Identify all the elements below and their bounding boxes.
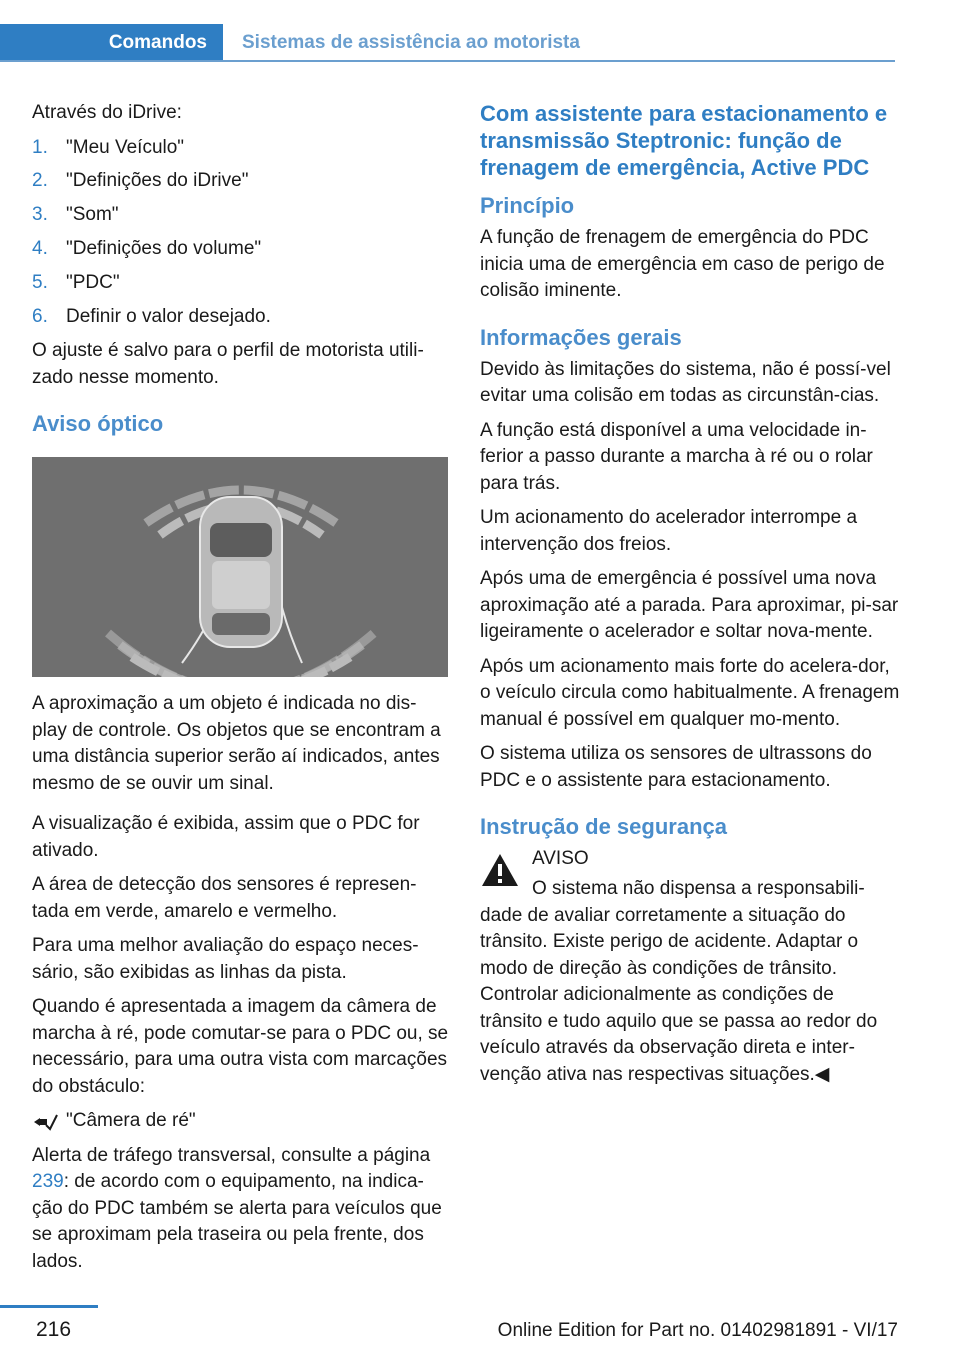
step-number: 3. <box>32 204 48 226</box>
pdc-display-image <box>32 457 448 677</box>
general-paragraph: Um acionamento do acelerador interrompe a intervenção dos freios. <box>480 507 858 555</box>
footer-divider <box>0 1305 98 1308</box>
activation-paragraph: A visualização é exibida, assim que o PDC for ativado. <box>32 813 420 861</box>
list-item <box>32 304 450 331</box>
camera-option-label: "Câmera de ré" <box>66 1110 196 1132</box>
cross-traffic-text: Alerta de tráfego transversal, consulte a página <box>32 1144 431 1166</box>
step-text: "Som" <box>66 204 119 226</box>
warning-triangle-icon <box>480 852 520 897</box>
step-text: "Definições do volume" <box>66 238 262 260</box>
step-number: 5. <box>32 272 48 294</box>
general-paragraph: A função está disponível a uma velocidade in‐ferior a passo durante a marcha à ré ou o rolar para trás. <box>480 419 873 494</box>
sensor-area-paragraph: A área de detecção dos sensores é represen‐tada em verde, amarelo e vermelho. <box>32 874 417 922</box>
general-paragraph: Após um acionamento mais forte do acelera‐dor, o veículo circula como habitualmente. A frenagem manual é possível em qualquer mo‐mento. <box>480 655 900 730</box>
steps-list <box>32 135 450 331</box>
edition-note: Online Edition for Part no. 01402981891 - VI/17 <box>497 1320 898 1341</box>
warning-label: AVISO <box>532 848 589 869</box>
saved-note: O ajuste é salvo para o perfil de motorista utili‐zado nesse momento. <box>32 340 424 388</box>
heading-general-info: Informações gerais <box>480 324 682 350</box>
approach-paragraph: A aproximação a um objeto é indicada no dis‐play de controle. Os objetos que se encontram a uma distância superior serão aí indicados, antes mesmo de se ouvir um sinal. <box>32 693 441 794</box>
right-column <box>480 100 900 1096</box>
cross-traffic-text-cont: : de acordo com o equipamento, na indica‐ção do PDC também se alerta para veículos que se aproximam pela traseira ou pela frente, dos lados. <box>32 1171 442 1272</box>
list-item <box>32 270 450 297</box>
step-number: 2. <box>32 170 48 192</box>
pdc-illustration <box>32 457 448 677</box>
track-lines-paragraph: Para uma melhor avaliação do espaço neces‐sário, são exibidas as linhas da pista. <box>32 935 419 983</box>
list-item <box>32 202 450 229</box>
page-link-239[interactable]: 239 <box>32 1171 64 1193</box>
cross-traffic-paragraph <box>32 1143 450 1276</box>
step-text: "Meu Veículo" <box>66 136 185 158</box>
step-text: "Definições do iDrive" <box>66 170 249 192</box>
heading-safety: Instrução de segurança <box>480 814 727 839</box>
general-paragraph: Devido às limitações do sistema, não é possí‐vel evitar uma colisão em todas as circunstân‐cias. <box>480 358 891 406</box>
section-title[interactable]: Sistemas de assistência ao motorista <box>242 32 580 53</box>
step-number: 4. <box>32 238 48 260</box>
list-item <box>32 168 450 195</box>
list-item <box>32 135 450 162</box>
idrive-intro: Através do iDrive: <box>32 102 182 123</box>
step-number: 1. <box>32 136 48 158</box>
general-paragraph: Após uma de emergência é possível uma nova aproximação até a parada. Para aproximar, pi‐sar ligeiramente o acelerador e soltar nova‐mente. <box>480 568 899 642</box>
left-column <box>32 100 450 1283</box>
page-header <box>0 0 960 62</box>
chapter-tab[interactable]: Comandos <box>0 24 223 62</box>
step-number: 6. <box>32 305 48 327</box>
section-heading-emergency-braking: Com assistente para estacionamento e transmissão Steptronic: função de frenagem de emergência, Active PDC <box>480 101 888 180</box>
camera-switch-paragraph: Quando é apresentada a imagem da câmera de marcha à ré, pode comutar-se para o PDC ou, se necessário, para uma outra vista com marcações do obstáculo: <box>32 996 449 1097</box>
camera-option <box>32 1108 450 1135</box>
rear-camera-icon <box>32 1112 58 1141</box>
page-number: 216 <box>36 1318 72 1341</box>
general-paragraph: O sistema utiliza os sensores de ultrassons do PDC e o assistente para estacionamento. <box>480 743 872 791</box>
step-text: Definir o valor desejado. <box>66 305 271 327</box>
heading-principle: Princípio <box>480 193 575 218</box>
heading-visual-warning: Aviso óptico <box>32 411 164 437</box>
warning-text: O sistema não dispensa a responsabili‐dade de avaliar corretamente a situação do trânsito. Existe perigo de acidente. Adaptar o modo de direção às condições de trânsito. Controlar adicionalmente as condições de trânsito e tudo aquilo que se passa ao redor do veículo através da observação direta e inter‐venção ativa nas respectivas situações.◀ <box>480 878 878 1085</box>
step-text: "PDC" <box>66 272 120 294</box>
warning-block <box>480 846 900 904</box>
list-item <box>32 236 450 263</box>
header-divider <box>0 60 895 62</box>
principle-paragraph: A função de frenagem de emergência do PDC inicia uma de emergência em caso de perigo de colisão iminente. <box>480 227 885 301</box>
